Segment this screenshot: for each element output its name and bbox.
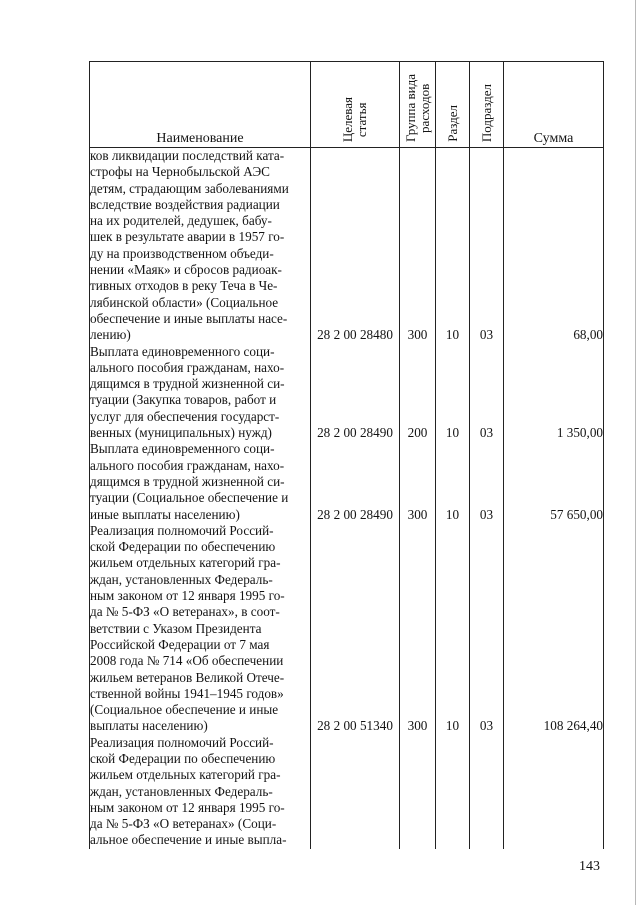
row-subsection: 03	[470, 523, 504, 735]
row-name-line: жильем отдельных категорий гра-	[90, 767, 281, 783]
row-name-line: туации (Закупка товаров, работ и	[90, 392, 277, 408]
row-name-line: обеспечение и иные выплаты насе-	[90, 310, 288, 326]
budget-table	[89, 61, 604, 849]
row-sum: 57 650,00	[504, 441, 604, 522]
page-number: 143	[579, 859, 600, 874]
page-edge	[635, 0, 636, 905]
row-target-article: 28 2 00 28480	[311, 148, 400, 344]
row-section	[436, 735, 470, 849]
row-target-article: 28 2 00 51340	[311, 523, 400, 735]
row-name-line: ального пособия гражданам, нахо-	[90, 359, 285, 375]
row-name-line: альное обеспечение и иные выпла-	[90, 832, 287, 848]
row-name-line: туации (Социальное обеспечение и	[90, 490, 289, 506]
row-name-line: нении «Маяк» и сбросов радиоак-	[90, 262, 282, 278]
row-name-line: Российской Федерации от 7 мая	[90, 636, 270, 652]
header-expense-group: Группа вида расходов	[402, 74, 432, 142]
row-section: 10	[436, 344, 470, 442]
row-name-line: детям, страдающим заболеваниями	[90, 180, 289, 196]
row-name-line: 2008 года № 714 «Об обеспечении	[90, 653, 284, 669]
row-section: 10	[436, 441, 470, 522]
table-row	[90, 735, 604, 849]
row-name-line: вследствие воздействия радиации	[90, 196, 280, 212]
header-name: Наименование	[90, 62, 311, 148]
table-row	[90, 344, 604, 442]
header-target-article-cell	[311, 62, 400, 148]
header-section-cell	[436, 62, 470, 148]
row-name-line: лябинской области» (Социальное	[90, 294, 279, 310]
row-name-line: услуг для обеспечения государст-	[90, 408, 280, 424]
row-name-line: да № 5-ФЗ «О ветеранах», в соот-	[90, 604, 280, 620]
row-section: 10	[436, 148, 470, 344]
row-name-line: ской Федерации по обеспечению	[90, 539, 276, 555]
row-name	[90, 735, 311, 849]
row-name-line: дящимся в трудной жизненной си-	[90, 376, 285, 392]
row-name-line: ветствии с Указом Президента	[90, 620, 262, 636]
table-header-row	[90, 62, 604, 148]
row-subsection: 03	[470, 441, 504, 522]
row-name-line: Выплата единовременного соци-	[90, 441, 275, 457]
row-subsection	[470, 735, 504, 849]
table-row	[90, 523, 604, 735]
row-sum: 1 350,00	[504, 344, 604, 442]
row-expense-group: 200	[400, 344, 436, 442]
header-subsection: Подраздел	[478, 83, 494, 142]
row-name	[90, 523, 311, 735]
row-section: 10	[436, 523, 470, 735]
row-target-article: 28 2 00 28490	[311, 441, 400, 522]
row-name-line: ской Федерации по обеспечению	[90, 750, 276, 766]
row-name-line: ным законом от 12 января 1995 го-	[90, 588, 285, 604]
row-expense-group: 300	[400, 148, 436, 344]
row-name-line: строфы на Чернобыльской АЭС	[90, 164, 270, 180]
row-name	[90, 344, 311, 442]
header-subsection-cell	[470, 62, 504, 148]
row-name-line: (Социальное обеспечение и иные	[90, 702, 279, 718]
table-row	[90, 148, 604, 344]
row-expense-group	[400, 735, 436, 849]
row-name-line: иные выплаты населению)	[90, 506, 240, 522]
row-subsection: 03	[470, 148, 504, 344]
row-name-line: ным законом от 12 января 1995 го-	[90, 799, 285, 815]
row-sum	[504, 735, 604, 849]
row-sum: 108 264,40	[504, 523, 604, 735]
row-name-line: шек в результате аварии в 1957 го-	[90, 229, 285, 245]
row-name-line: ждан, установленных Федераль-	[90, 783, 273, 799]
row-expense-group: 300	[400, 523, 436, 735]
row-name-line: жильем ветеранов Великой Отече-	[90, 669, 285, 685]
row-name-line: венных (муниципальных) нужд)	[90, 425, 272, 441]
header-sum: Сумма	[504, 62, 604, 148]
row-subsection: 03	[470, 344, 504, 442]
row-name-line: Выплата единовременного соци-	[90, 343, 275, 359]
row-name-line: ков ликвидации последствий ката-	[90, 148, 285, 163]
row-name-line: лению)	[90, 327, 131, 343]
row-sum: 68,00	[504, 148, 604, 344]
row-name-line: ждан, установленных Федераль-	[90, 571, 273, 587]
table-row	[90, 441, 604, 522]
row-expense-group: 300	[400, 441, 436, 522]
row-name-line: ду на производственном объеди-	[90, 245, 274, 261]
row-name-line: Реализация полномочий Россий-	[90, 522, 274, 538]
row-name-line: Реализация полномочий Россий-	[90, 734, 274, 750]
row-name-line: ственной войны 1941–1945 годов»	[90, 685, 284, 701]
row-name-line: выплаты населению)	[90, 718, 208, 734]
row-name-line: дящимся в трудной жизненной си-	[90, 473, 285, 489]
header-expense-group-cell	[400, 62, 436, 148]
row-target-article: 28 2 00 28490	[311, 344, 400, 442]
row-name	[90, 148, 311, 344]
header-target-article: Целевая статья	[340, 96, 369, 142]
row-name-line: да № 5-ФЗ «О ветеранах» (Соци-	[90, 816, 277, 832]
row-target-article	[311, 735, 400, 849]
header-section: Раздел	[444, 105, 460, 142]
row-name-line: тивных отходов в реку Теча в Че-	[90, 278, 278, 294]
row-name	[90, 441, 311, 522]
row-name-line: на их родителей, дедушек, бабу-	[90, 213, 272, 229]
row-name-line: жильем отдельных категорий гра-	[90, 555, 281, 571]
row-name-line: ального пособия гражданам, нахо-	[90, 457, 285, 473]
